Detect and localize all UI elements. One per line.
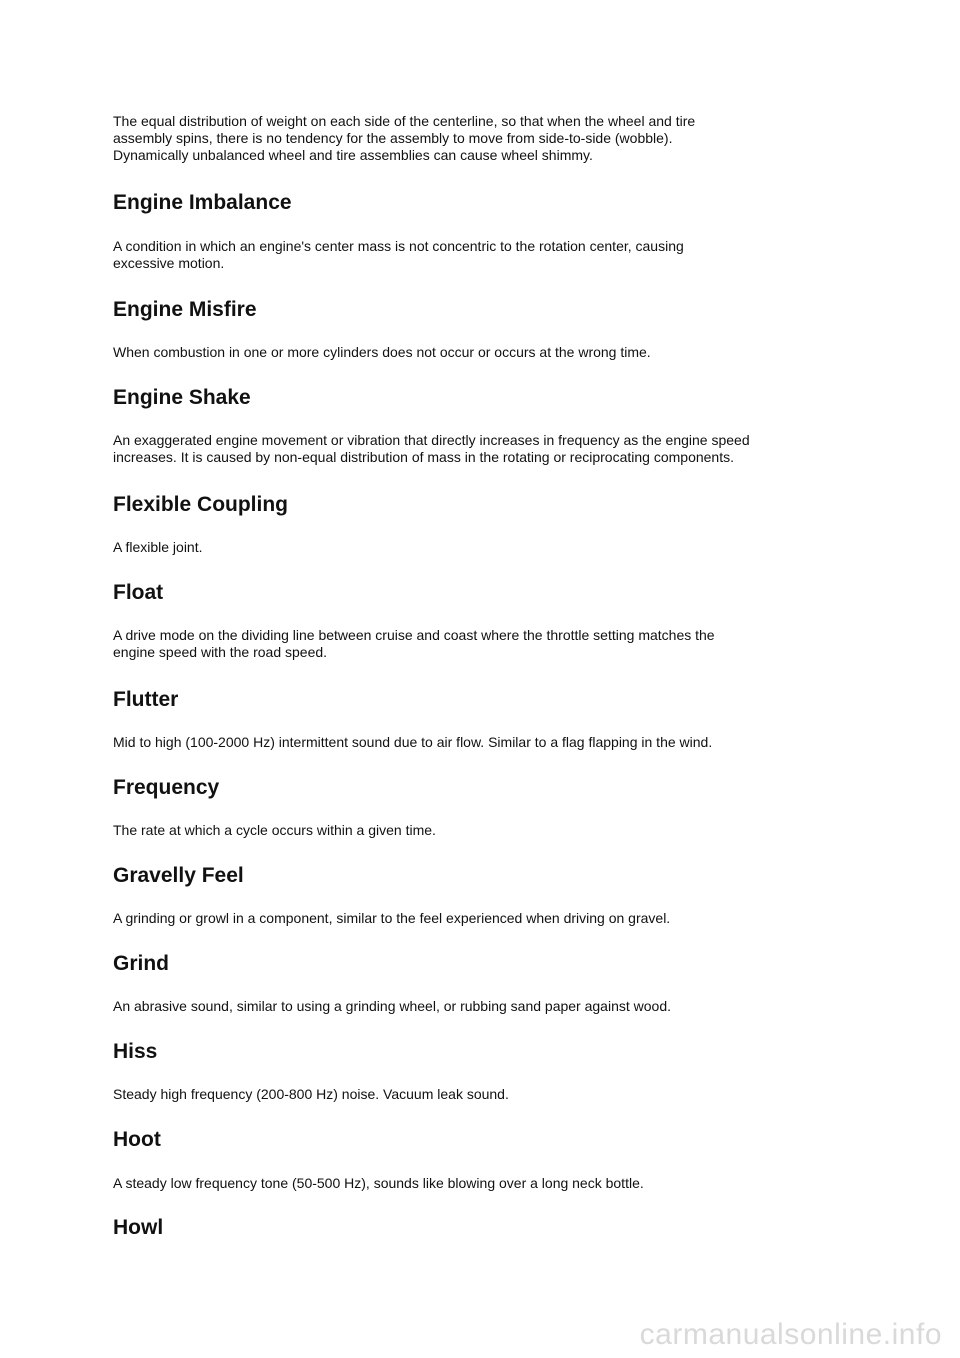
term-definition	[113, 910, 858, 927]
term-heading: Grind	[113, 952, 169, 975]
term-heading: Flutter	[113, 688, 179, 711]
term-definition	[113, 432, 858, 466]
term-heading: Hiss	[113, 1040, 158, 1063]
text-line: assembly spins, there is no tendency for the assembly to move from side-to-side (wobble).	[113, 130, 673, 146]
text-line: A grinding or growl in a component, similar to the feel experienced when driving on gravel.	[113, 910, 671, 926]
term-definition	[113, 1175, 858, 1192]
term-heading: Gravelly Feel	[113, 864, 244, 887]
text-line: An exaggerated engine movement or vibration that directly increases in frequency as the engine speed	[113, 432, 750, 448]
watermark: carmanualsonline.info	[639, 1318, 942, 1351]
text-line: A flexible joint.	[113, 539, 203, 555]
text-line: increases. It is caused by non-equal distribution of mass in the rotating or reciprocating components.	[113, 449, 734, 465]
text-line: excessive motion.	[113, 255, 225, 271]
text-line: Mid to high (100-2000 Hz) intermittent sound due to air flow. Similar to a flag flapping in the wind.	[113, 734, 713, 750]
text-line: A steady low frequency tone (50-500 Hz), sounds like blowing over a long neck bottle.	[113, 1175, 644, 1191]
term-definition	[113, 734, 858, 751]
text-line: An abrasive sound, similar to using a grinding wheel, or rubbing sand paper against wood.	[113, 998, 672, 1014]
text-line: Steady high frequency (200-800 Hz) noise. Vacuum leak sound.	[113, 1086, 509, 1102]
term-definition	[113, 627, 858, 661]
text-line: A drive mode on the dividing line between cruise and coast where the throttle setting matches the	[113, 627, 715, 643]
text-line: engine speed with the road speed.	[113, 644, 328, 660]
term-definition	[113, 998, 858, 1015]
term-heading: Engine Imbalance	[113, 191, 292, 214]
term-heading: Frequency	[113, 776, 220, 799]
term-definition	[113, 822, 858, 839]
term-heading: Howl	[113, 1216, 164, 1239]
term-definition	[113, 238, 858, 272]
intro-paragraph	[113, 113, 858, 164]
term-definition	[113, 344, 858, 361]
term-heading: Hoot	[113, 1128, 161, 1151]
term-definition	[113, 1086, 858, 1103]
text-line: When combustion in one or more cylinders does not occur or occurs at the wrong time.	[113, 344, 651, 360]
text-line: The rate at which a cycle occurs within a given time.	[113, 822, 436, 838]
text-line: The equal distribution of weight on each side of the centerline, so that when the wheel and tire	[113, 113, 696, 129]
term-definition	[113, 539, 858, 556]
text-line: Dynamically unbalanced wheel and tire assemblies can cause wheel shimmy.	[113, 147, 593, 163]
term-heading: Engine Misfire	[113, 298, 257, 321]
term-heading: Flexible Coupling	[113, 493, 289, 516]
term-heading: Float	[113, 581, 164, 604]
term-heading: Engine Shake	[113, 386, 251, 409]
text-line: A condition in which an engine's center mass is not concentric to the rotation center, causing	[113, 238, 684, 254]
